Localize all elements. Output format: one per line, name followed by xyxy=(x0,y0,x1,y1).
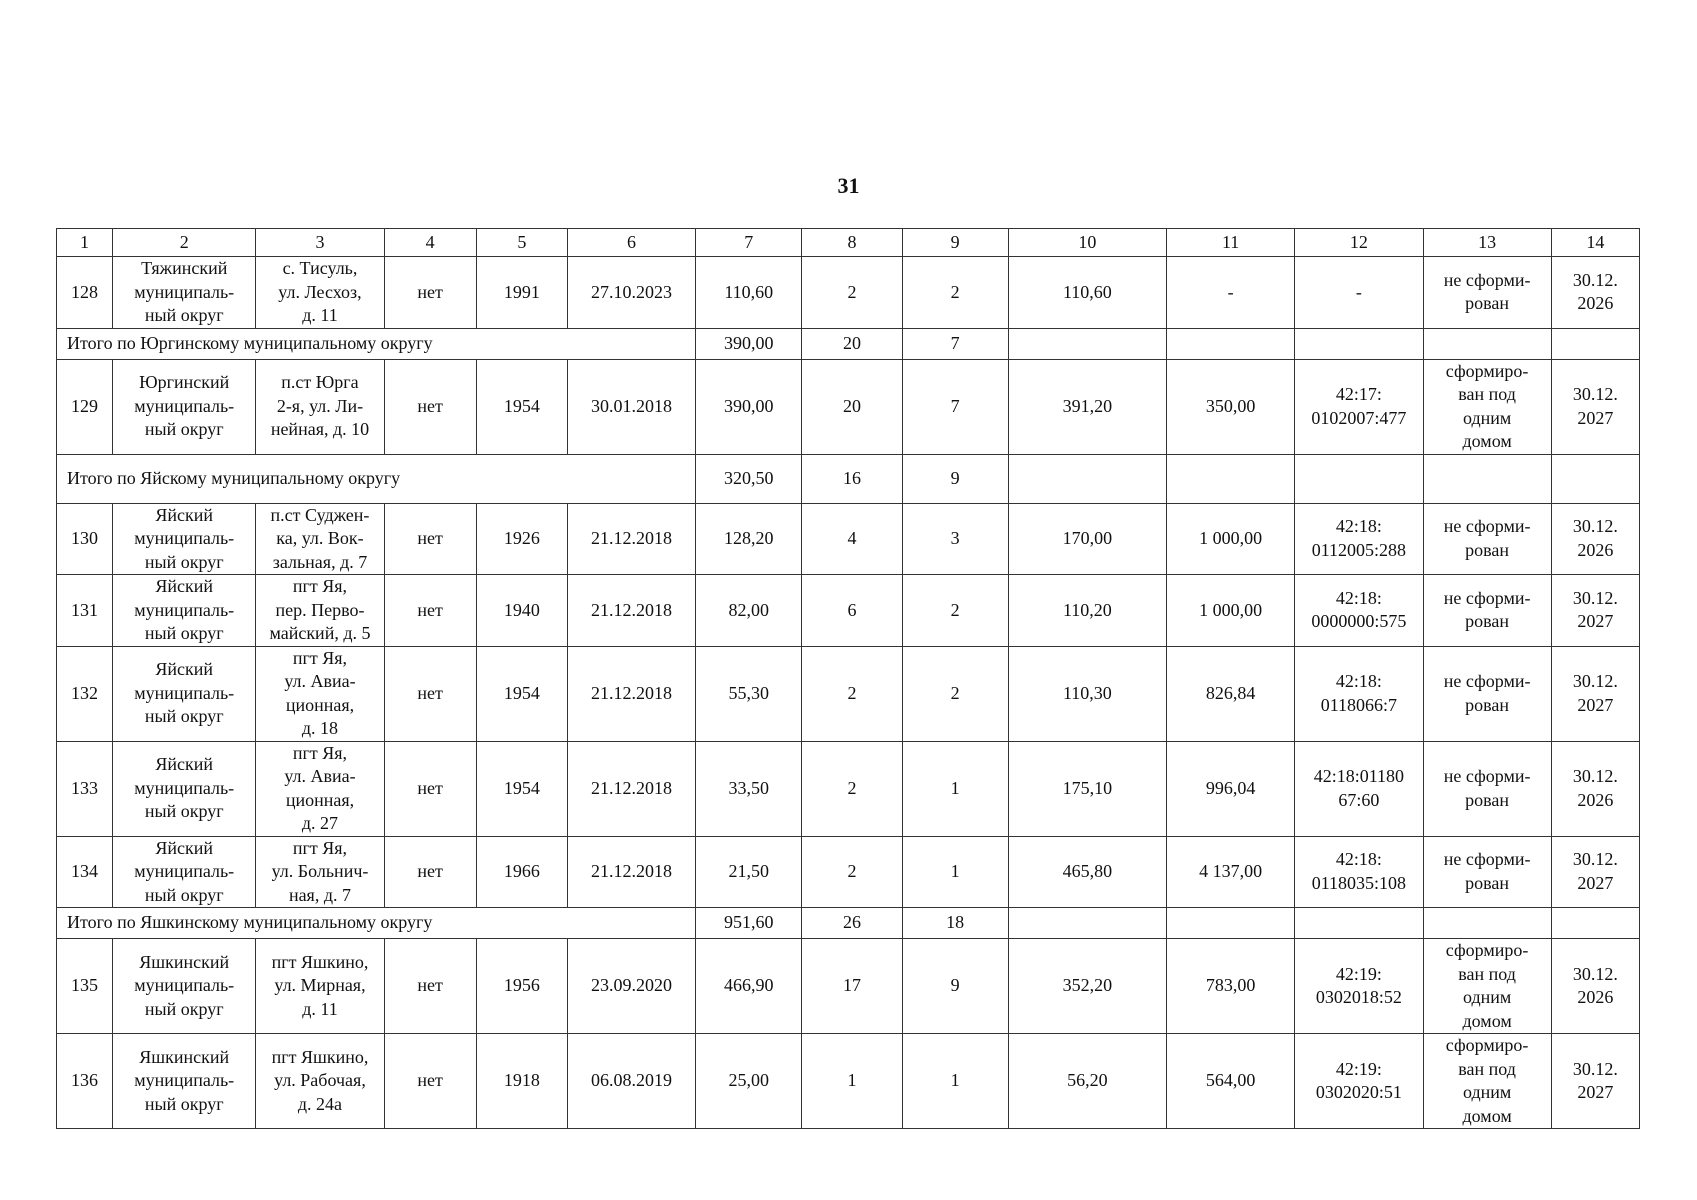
table-cell: 30.01.2018 xyxy=(567,359,695,454)
table-row xyxy=(57,359,1640,454)
table-cell: 2 xyxy=(802,836,902,908)
address-cell: с. Тисуль, ул. Лесхоз, д. 11 xyxy=(256,257,384,329)
row-number: 134 xyxy=(57,836,113,908)
subtotal-row xyxy=(57,908,1640,939)
land-status-cell: не сформи- рован xyxy=(1423,575,1551,647)
cadastral-number-cell: - xyxy=(1295,257,1423,329)
table-cell: 128,20 xyxy=(696,503,802,575)
table-cell: 25,00 xyxy=(696,1034,802,1129)
table-cell: 1 xyxy=(902,741,1008,836)
land-status-cell: не сформи- рован xyxy=(1423,257,1551,329)
table-cell: 826,84 xyxy=(1167,646,1295,741)
table-cell: 9 xyxy=(902,454,1008,503)
table-cell: 21.12.2018 xyxy=(567,741,695,836)
deadline-cell: 30.12. 2026 xyxy=(1551,939,1639,1034)
column-number: 14 xyxy=(1551,229,1639,257)
column-number-row xyxy=(57,229,1640,257)
district-cell: Яшкинский муниципаль- ный округ xyxy=(113,1034,256,1129)
empty-cell xyxy=(1423,908,1551,939)
table-cell: 465,80 xyxy=(1008,836,1166,908)
cadastral-number-cell: 42:18:01180 67:60 xyxy=(1295,741,1423,836)
table-cell: нет xyxy=(384,359,476,454)
cadastral-number-cell: 42:19: 0302020:51 xyxy=(1295,1034,1423,1129)
district-cell: Яйский муниципаль- ный округ xyxy=(113,836,256,908)
table-cell: 350,00 xyxy=(1167,359,1295,454)
table-cell: 4 137,00 xyxy=(1167,836,1295,908)
deadline-cell: 30.12. 2027 xyxy=(1551,836,1639,908)
table-cell: 82,00 xyxy=(696,575,802,647)
table-cell: 21.12.2018 xyxy=(567,575,695,647)
address-cell: пгт Яя, ул. Больнич- ная, д. 7 xyxy=(256,836,384,908)
row-number: 131 xyxy=(57,575,113,647)
table-cell: 1 xyxy=(902,1034,1008,1129)
empty-cell xyxy=(1551,908,1639,939)
table-cell: 783,00 xyxy=(1167,939,1295,1034)
subtotal-label: Итого по Яйскому муниципальному округу xyxy=(57,454,696,503)
column-number: 8 xyxy=(802,229,902,257)
empty-cell xyxy=(1295,328,1423,359)
table-cell: 33,50 xyxy=(696,741,802,836)
empty-cell xyxy=(1008,454,1166,503)
table-cell: 7 xyxy=(902,359,1008,454)
housing-registry-table xyxy=(56,228,1640,1129)
land-status-cell: не сформи- рован xyxy=(1423,741,1551,836)
column-number: 3 xyxy=(256,229,384,257)
table-cell: - xyxy=(1167,257,1295,329)
column-number: 4 xyxy=(384,229,476,257)
table-cell: 16 xyxy=(802,454,902,503)
subtotal-row xyxy=(57,454,1640,503)
table-cell: 55,30 xyxy=(696,646,802,741)
subtotal-label: Итого по Юргинскому муниципальному округу xyxy=(57,328,696,359)
land-status-cell: сформиро- ван под одним домом xyxy=(1423,359,1551,454)
column-number: 13 xyxy=(1423,229,1551,257)
column-number: 5 xyxy=(476,229,567,257)
deadline-cell: 30.12. 2026 xyxy=(1551,257,1639,329)
table-cell: нет xyxy=(384,646,476,741)
table-cell: 996,04 xyxy=(1167,741,1295,836)
table-cell: 1956 xyxy=(476,939,567,1034)
table-cell: 170,00 xyxy=(1008,503,1166,575)
table-cell: 17 xyxy=(802,939,902,1034)
empty-cell xyxy=(1167,454,1295,503)
table-cell: 2 xyxy=(802,741,902,836)
subtotal-row xyxy=(57,328,1640,359)
table-cell: нет xyxy=(384,257,476,329)
column-number: 1 xyxy=(57,229,113,257)
district-cell: Яйский муниципаль- ный округ xyxy=(113,741,256,836)
table-cell: нет xyxy=(384,939,476,1034)
table-cell: нет xyxy=(384,503,476,575)
table-cell: 20 xyxy=(802,328,902,359)
deadline-cell: 30.12. 2027 xyxy=(1551,575,1639,647)
district-cell: Яйский муниципаль- ный округ xyxy=(113,575,256,647)
table-cell: 391,20 xyxy=(1008,359,1166,454)
row-number: 135 xyxy=(57,939,113,1034)
land-status-cell: сформиро- ван под одним домом xyxy=(1423,939,1551,1034)
empty-cell xyxy=(1167,908,1295,939)
table-cell: 110,30 xyxy=(1008,646,1166,741)
empty-cell xyxy=(1008,328,1166,359)
deadline-cell: 30.12. 2027 xyxy=(1551,359,1639,454)
row-number: 132 xyxy=(57,646,113,741)
table-cell: нет xyxy=(384,836,476,908)
cadastral-number-cell: 42:18: 0118066:7 xyxy=(1295,646,1423,741)
table-cell: 1 000,00 xyxy=(1167,503,1295,575)
column-number: 7 xyxy=(696,229,802,257)
district-cell: Яшкинский муниципаль- ный округ xyxy=(113,939,256,1034)
table-cell: 56,20 xyxy=(1008,1034,1166,1129)
deadline-cell: 30.12. 2026 xyxy=(1551,741,1639,836)
table-cell: 320,50 xyxy=(696,454,802,503)
cadastral-number-cell: 42:18: 0118035:108 xyxy=(1295,836,1423,908)
table-cell: 390,00 xyxy=(696,328,802,359)
table-cell: 564,00 xyxy=(1167,1034,1295,1129)
table-cell: 21.12.2018 xyxy=(567,646,695,741)
address-cell: пгт Яя, ул. Авиа- ционная, д. 18 xyxy=(256,646,384,741)
column-number: 6 xyxy=(567,229,695,257)
land-status-cell: не сформи- рован xyxy=(1423,646,1551,741)
table-row xyxy=(57,1034,1640,1129)
table-cell: 06.08.2019 xyxy=(567,1034,695,1129)
row-number: 133 xyxy=(57,741,113,836)
table-cell: 175,10 xyxy=(1008,741,1166,836)
table-cell: 390,00 xyxy=(696,359,802,454)
district-cell: Яйский муниципаль- ный округ xyxy=(113,503,256,575)
cadastral-number-cell: 42:17: 0102007:477 xyxy=(1295,359,1423,454)
column-number: 12 xyxy=(1295,229,1423,257)
column-number: 11 xyxy=(1167,229,1295,257)
table-cell: 18 xyxy=(902,908,1008,939)
table-cell: 27.10.2023 xyxy=(567,257,695,329)
address-cell: п.ст Юрга 2-я, ул. Ли- нейная, д. 10 xyxy=(256,359,384,454)
table-cell: 3 xyxy=(902,503,1008,575)
table-cell: 1991 xyxy=(476,257,567,329)
row-number: 128 xyxy=(57,257,113,329)
empty-cell xyxy=(1423,454,1551,503)
empty-cell xyxy=(1551,454,1639,503)
empty-cell xyxy=(1423,328,1551,359)
table-cell: 1954 xyxy=(476,359,567,454)
table-cell: 352,20 xyxy=(1008,939,1166,1034)
column-number: 2 xyxy=(113,229,256,257)
table-cell: 466,90 xyxy=(696,939,802,1034)
table-cell: 2 xyxy=(802,646,902,741)
table-cell: 4 xyxy=(802,503,902,575)
district-cell: Яйский муниципаль- ный округ xyxy=(113,646,256,741)
address-cell: пгт Яшкино, ул. Мирная, д. 11 xyxy=(256,939,384,1034)
cadastral-number-cell: 42:18: 0112005:288 xyxy=(1295,503,1423,575)
table-cell: 1940 xyxy=(476,575,567,647)
column-number: 9 xyxy=(902,229,1008,257)
table-cell: 2 xyxy=(802,257,902,329)
land-status-cell: сформиро- ван под одним домом xyxy=(1423,1034,1551,1129)
land-status-cell: не сформи- рован xyxy=(1423,836,1551,908)
address-cell: пгт Яя, ул. Авиа- ционная, д. 27 xyxy=(256,741,384,836)
table-cell: 1 xyxy=(802,1034,902,1129)
table-row xyxy=(57,503,1640,575)
table-cell: 7 xyxy=(902,328,1008,359)
row-number: 130 xyxy=(57,503,113,575)
deadline-cell: 30.12. 2026 xyxy=(1551,503,1639,575)
table-cell: нет xyxy=(384,575,476,647)
table-cell: 1954 xyxy=(476,741,567,836)
table-cell: 110,20 xyxy=(1008,575,1166,647)
deadline-cell: 30.12. 2027 xyxy=(1551,1034,1639,1129)
table-cell: 2 xyxy=(902,575,1008,647)
table-row xyxy=(57,575,1640,647)
column-number: 10 xyxy=(1008,229,1166,257)
address-cell: пгт Яя, пер. Перво- майский, д. 5 xyxy=(256,575,384,647)
table-cell: 6 xyxy=(802,575,902,647)
table-cell: 951,60 xyxy=(696,908,802,939)
cadastral-number-cell: 42:18: 0000000:575 xyxy=(1295,575,1423,647)
address-cell: п.ст Суджен- ка, ул. Вок- зальная, д. 7 xyxy=(256,503,384,575)
table-cell: 20 xyxy=(802,359,902,454)
table-row xyxy=(57,646,1640,741)
row-number: 129 xyxy=(57,359,113,454)
table-cell: 1966 xyxy=(476,836,567,908)
empty-cell xyxy=(1295,908,1423,939)
table-row xyxy=(57,836,1640,908)
table-cell: 1 xyxy=(902,836,1008,908)
empty-cell xyxy=(1167,328,1295,359)
table-cell: 2 xyxy=(902,257,1008,329)
district-cell: Юргинский муниципаль- ный округ xyxy=(113,359,256,454)
land-status-cell: не сформи- рован xyxy=(1423,503,1551,575)
table-cell: 21.12.2018 xyxy=(567,503,695,575)
table-cell: 9 xyxy=(902,939,1008,1034)
table-cell: 110,60 xyxy=(1008,257,1166,329)
table-row xyxy=(57,939,1640,1034)
empty-cell xyxy=(1008,908,1166,939)
table-cell: нет xyxy=(384,1034,476,1129)
address-cell: пгт Яшкино, ул. Рабочая, д. 24а xyxy=(256,1034,384,1129)
row-number: 136 xyxy=(57,1034,113,1129)
table-cell: нет xyxy=(384,741,476,836)
table-cell: 21.12.2018 xyxy=(567,836,695,908)
table-row xyxy=(57,741,1640,836)
table-row xyxy=(57,257,1640,329)
table-cell: 2 xyxy=(902,646,1008,741)
subtotal-label: Итого по Яшкинскому муниципальному округу xyxy=(57,908,696,939)
table-cell: 1954 xyxy=(476,646,567,741)
table-cell: 1926 xyxy=(476,503,567,575)
table-cell: 1918 xyxy=(476,1034,567,1129)
page-number: 31 xyxy=(837,173,860,198)
table-cell: 26 xyxy=(802,908,902,939)
deadline-cell: 30.12. 2027 xyxy=(1551,646,1639,741)
table-cell: 110,60 xyxy=(696,257,802,329)
table-cell: 23.09.2020 xyxy=(567,939,695,1034)
cadastral-number-cell: 42:19: 0302018:52 xyxy=(1295,939,1423,1034)
district-cell: Тяжинский муниципаль- ный округ xyxy=(113,257,256,329)
empty-cell xyxy=(1551,328,1639,359)
empty-cell xyxy=(1295,454,1423,503)
table-cell: 1 000,00 xyxy=(1167,575,1295,647)
table-cell: 21,50 xyxy=(696,836,802,908)
